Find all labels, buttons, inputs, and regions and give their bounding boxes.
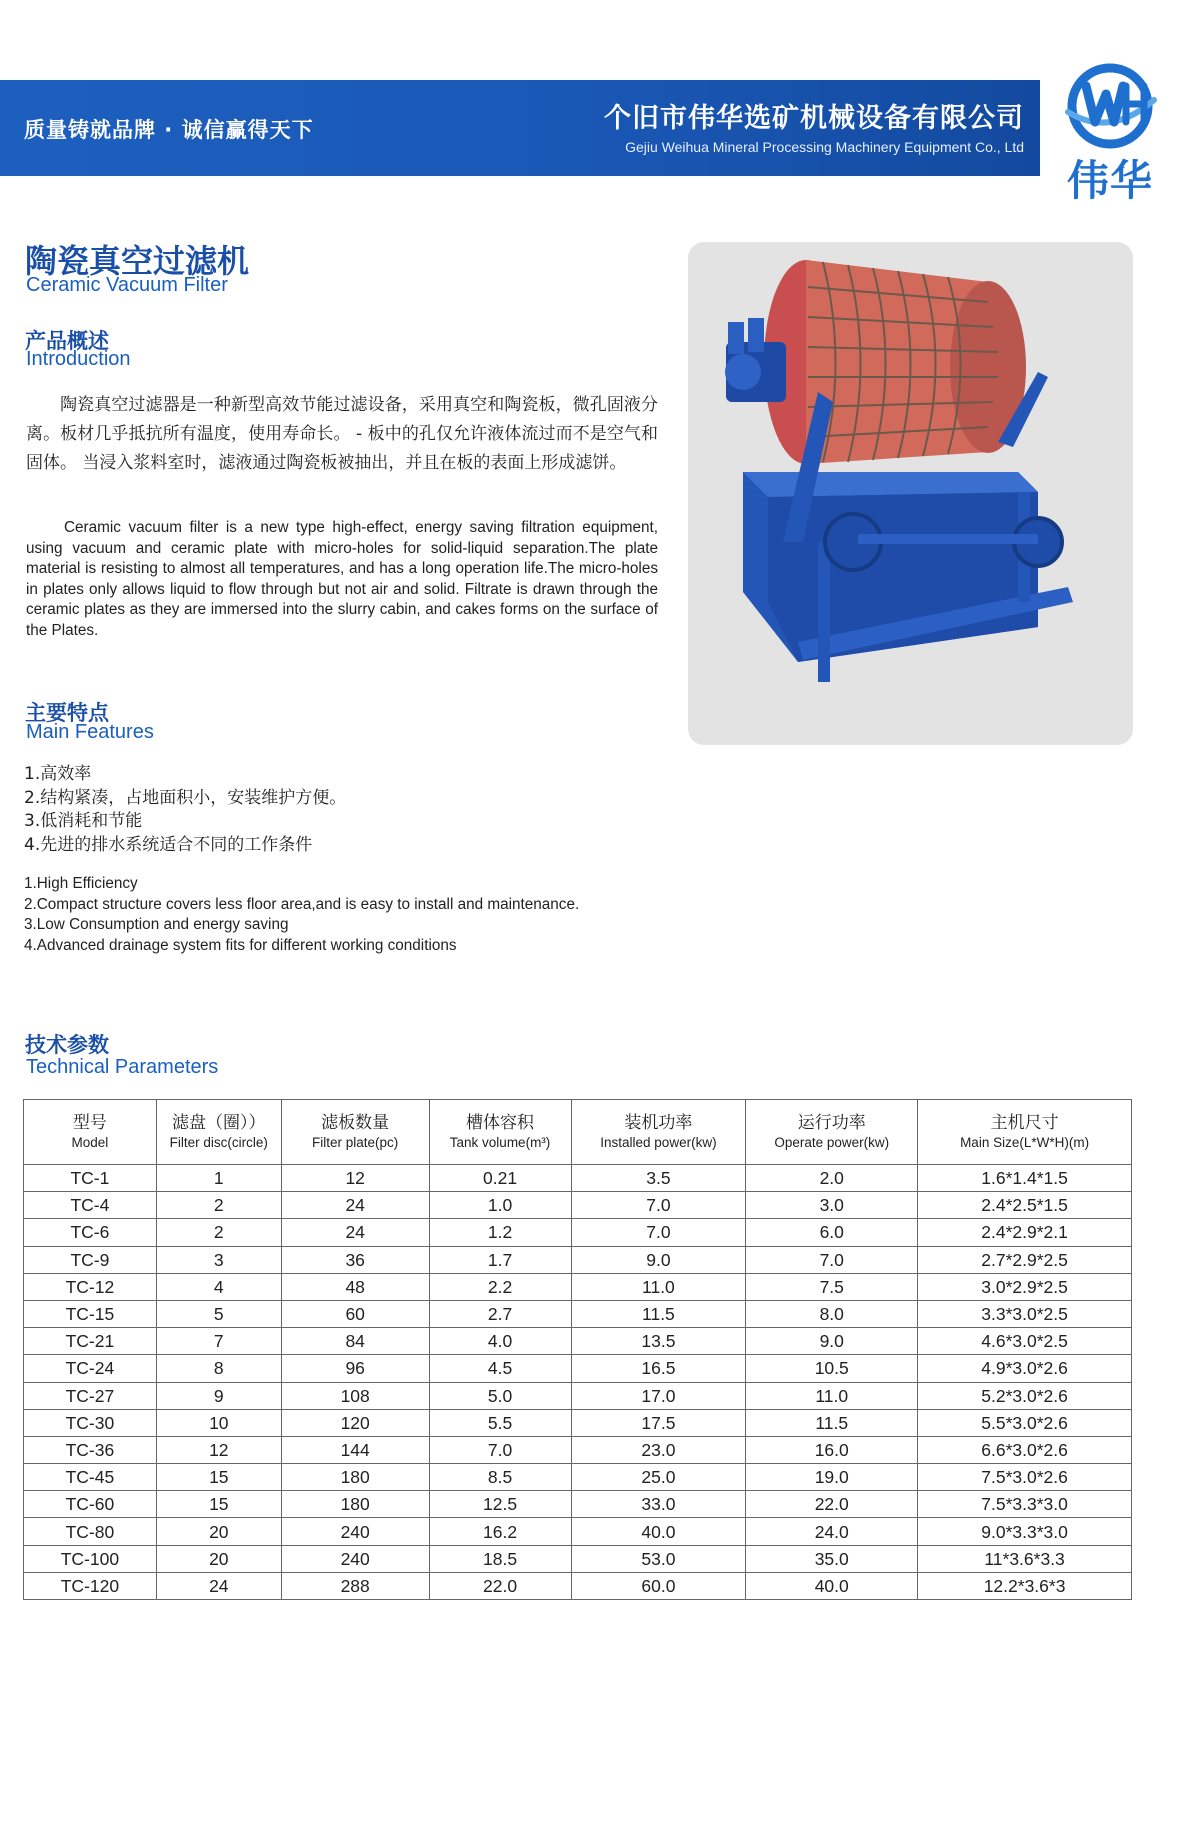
- table-cell: 2.7*2.9*2.5: [918, 1246, 1132, 1273]
- table-cell: 3.0: [746, 1192, 918, 1219]
- table-cell: 240: [281, 1545, 429, 1572]
- table-cell: 23.0: [571, 1436, 746, 1463]
- table-cell: 9.0: [746, 1328, 918, 1355]
- table-cell: 8: [156, 1355, 281, 1382]
- table-cell: TC-4: [24, 1192, 157, 1219]
- table-cell: 9.0: [571, 1246, 746, 1273]
- table-cell: TC-60: [24, 1491, 157, 1518]
- table-cell: 16.5: [571, 1355, 746, 1382]
- intro-text-en: [26, 518, 658, 641]
- table-cell: 35.0: [746, 1545, 918, 1572]
- technical-parameters-table: [23, 1099, 1132, 1600]
- table-row: [24, 1355, 1132, 1382]
- table-cell: 15: [156, 1464, 281, 1491]
- table-cell: 7.0: [429, 1436, 571, 1463]
- product-image-frame: [688, 242, 1133, 745]
- table-cell: 4.6*3.0*2.5: [918, 1328, 1132, 1355]
- table-cell: 17.0: [571, 1382, 746, 1409]
- table-cell: 3.0*2.9*2.5: [918, 1273, 1132, 1300]
- slogan: 质量铸就品牌 · 诚信赢得天下: [24, 118, 314, 142]
- table-cell: 4.9*3.0*2.6: [918, 1355, 1132, 1382]
- table-cell: 1.0: [429, 1192, 571, 1219]
- features-heading-en: Main Features: [26, 721, 154, 743]
- table-cell: 11*3.6*3.3: [918, 1545, 1132, 1572]
- table-cell: 4.5: [429, 1355, 571, 1382]
- table-cell: 12.2*3.6*3: [918, 1572, 1132, 1599]
- table-cell: 1.2: [429, 1219, 571, 1246]
- table-row: [24, 1382, 1132, 1409]
- table-cell: 12: [281, 1165, 429, 1192]
- table-cell: TC-36: [24, 1436, 157, 1463]
- table-row: [24, 1273, 1132, 1300]
- intro-text-cn: [26, 391, 658, 478]
- table-cell: 3.5: [571, 1165, 746, 1192]
- column-header-filter-disc: 滤盘（圈）） Filter disc(circle): [156, 1100, 281, 1165]
- column-header-operate-power: 运行功率 Operate power(kw): [746, 1100, 918, 1165]
- company-name-en: Gejiu Weihua Mineral Processing Machinery Equipment Co., Ltd: [625, 139, 1024, 155]
- table-cell: 11.0: [571, 1273, 746, 1300]
- params-heading-cn: 技术参数: [25, 1033, 109, 1057]
- table-cell: 288: [281, 1572, 429, 1599]
- table-cell: 2.4*2.9*2.1: [918, 1219, 1132, 1246]
- product-title-en: Ceramic Vacuum Filter: [26, 274, 228, 296]
- table-cell: 40.0: [746, 1572, 918, 1599]
- table-cell: 9.0*3.3*3.0: [918, 1518, 1132, 1545]
- company-name-cn: 个旧市伟华选矿机械设备有限公司: [604, 103, 1024, 134]
- table-cell: 17.5: [571, 1409, 746, 1436]
- table-cell: TC-9: [24, 1246, 157, 1273]
- table-row: [24, 1219, 1132, 1246]
- table-cell: 2.0: [746, 1165, 918, 1192]
- features-list-cn: [24, 763, 346, 857]
- table-cell: 2.7: [429, 1300, 571, 1327]
- table-cell: 84: [281, 1328, 429, 1355]
- table-cell: 3: [156, 1246, 281, 1273]
- table-cell: 5.5: [429, 1409, 571, 1436]
- table-cell: TC-6: [24, 1219, 157, 1246]
- table-cell: 96: [281, 1355, 429, 1382]
- table-cell: 5.2*3.0*2.6: [918, 1382, 1132, 1409]
- table-cell: 1.7: [429, 1246, 571, 1273]
- table-cell: 240: [281, 1518, 429, 1545]
- table-cell: 20: [156, 1545, 281, 1572]
- table-cell: 11.0: [746, 1382, 918, 1409]
- table-row: [24, 1409, 1132, 1436]
- wh-logo-icon: [1060, 60, 1160, 160]
- table-cell: 7.5: [746, 1273, 918, 1300]
- table-cell: 12.5: [429, 1491, 571, 1518]
- table-cell: 5: [156, 1300, 281, 1327]
- table-row: [24, 1436, 1132, 1463]
- product-title-cn: 陶瓷真空过滤机: [25, 242, 250, 280]
- table-row: [24, 1491, 1132, 1518]
- table-cell: 4.0: [429, 1328, 571, 1355]
- table-row: [24, 1246, 1132, 1273]
- table-cell: 24.0: [746, 1518, 918, 1545]
- table-cell: TC-100: [24, 1545, 157, 1572]
- table-cell: 8.0: [746, 1300, 918, 1327]
- features-list-en: [24, 874, 579, 956]
- table-cell: TC-120: [24, 1572, 157, 1599]
- intro-heading-en: Introduction: [26, 348, 131, 370]
- table-cell: 24: [156, 1572, 281, 1599]
- table-cell: 33.0: [571, 1491, 746, 1518]
- table-cell: 9: [156, 1382, 281, 1409]
- table-cell: 6.6*3.0*2.6: [918, 1436, 1132, 1463]
- table-cell: 7.5*3.0*2.6: [918, 1464, 1132, 1491]
- table-cell: 48: [281, 1273, 429, 1300]
- table-row: [24, 1300, 1132, 1327]
- table-cell: 12: [156, 1436, 281, 1463]
- table-cell: 7.5*3.3*3.0: [918, 1491, 1132, 1518]
- table-cell: 120: [281, 1409, 429, 1436]
- table-cell: 53.0: [571, 1545, 746, 1572]
- table-cell: 0.21: [429, 1165, 571, 1192]
- table-cell: 1: [156, 1165, 281, 1192]
- table-cell: 36: [281, 1246, 429, 1273]
- table-cell: 4: [156, 1273, 281, 1300]
- table-cell: 18.5: [429, 1545, 571, 1572]
- ceramic-vacuum-filter-machine-icon: [688, 242, 1133, 745]
- list-item: 4.先进的排水系统适合不同的工作条件: [24, 834, 313, 855]
- intro-text-cn-body: 陶瓷真空过滤器是一种新型高效节能过滤设备，采用真空和陶瓷板，微孔固液分离。板材几乎抵抗所有温度，使用寿命长。 - 板中的孔仅允许液体流过而不是空气和固体。 当浸入浆料室时，滤液通过陶瓷板被抽出，并且在板的表面上形成滤饼。: [26, 395, 658, 473]
- intro-heading-cn: 产品概述: [25, 329, 109, 353]
- table-cell: 11.5: [571, 1300, 746, 1327]
- table-row: [24, 1464, 1132, 1491]
- list-item: 3.低消耗和节能: [24, 811, 143, 831]
- table-cell: 2: [156, 1219, 281, 1246]
- table-cell: 180: [281, 1491, 429, 1518]
- list-item: 4.Advanced drainage system fits for different working conditions: [24, 936, 457, 954]
- table-cell: 7: [156, 1328, 281, 1355]
- table-cell: 7.0: [571, 1219, 746, 1246]
- table-cell: 16.2: [429, 1518, 571, 1545]
- table-cell: 60.0: [571, 1572, 746, 1599]
- table-cell: 22.0: [746, 1491, 918, 1518]
- table-row: [24, 1328, 1132, 1355]
- table-cell: 180: [281, 1464, 429, 1491]
- table-cell: 7.0: [746, 1246, 918, 1273]
- table-cell: TC-80: [24, 1518, 157, 1545]
- table-cell: 10: [156, 1409, 281, 1436]
- table-cell: 144: [281, 1436, 429, 1463]
- table-cell: 8.5: [429, 1464, 571, 1491]
- table-row: [24, 1192, 1132, 1219]
- features-heading-cn: 主要特点: [25, 701, 109, 725]
- column-header-filter-plate: 滤板数量 Filter plate(pc): [281, 1100, 429, 1165]
- table-cell: 3.3*3.0*2.5: [918, 1300, 1132, 1327]
- table-cell: TC-30: [24, 1409, 157, 1436]
- table-cell: 40.0: [571, 1518, 746, 1545]
- list-item: 2.Compact structure covers less floor area,and is easy to install and maintenance.: [24, 895, 580, 913]
- table-cell: 15: [156, 1491, 281, 1518]
- column-header-main-size: 主机尺寸 Main Size(L*W*H)(m): [918, 1100, 1132, 1165]
- table-row: [24, 1545, 1132, 1572]
- list-item: 1.High Efficiency: [24, 875, 138, 892]
- table-cell: 2: [156, 1192, 281, 1219]
- column-header-model: 型号 Model: [24, 1100, 157, 1165]
- table-cell: 25.0: [571, 1464, 746, 1491]
- table-cell: TC-1: [24, 1165, 157, 1192]
- table-cell: TC-15: [24, 1300, 157, 1327]
- intro-text-en-body: Ceramic vacuum filter is a new type high-effect, energy saving filtration equipment, using vacuum and ceramic plate with micro-holes for solid-liquid separation.The plate material is resisting to almost all temperatures, and has a long operation life.The micro-holes in plates only allows liquid to flow through but not air and solid. Filtrate is drawn through the ceramic plates as they are immersed into the slurry cabin, and cakes forms on the surface of the Plates.: [26, 519, 658, 639]
- table-cell: 16.0: [746, 1436, 918, 1463]
- table-cell: 108: [281, 1382, 429, 1409]
- table-cell: 60: [281, 1300, 429, 1327]
- table-cell: 5.5*3.0*2.6: [918, 1409, 1132, 1436]
- table-cell: TC-21: [24, 1328, 157, 1355]
- table-cell: 19.0: [746, 1464, 918, 1491]
- table-header-row: [24, 1100, 1132, 1165]
- params-heading-en: Technical Parameters: [26, 1056, 219, 1078]
- table-cell: 24: [281, 1192, 429, 1219]
- table-body: [24, 1165, 1132, 1600]
- table-row: [24, 1165, 1132, 1192]
- table-cell: TC-45: [24, 1464, 157, 1491]
- list-item: 3.Low Consumption and energy saving: [24, 916, 289, 933]
- list-item: 1.高效率: [24, 764, 92, 784]
- table-cell: 6.0: [746, 1219, 918, 1246]
- table-cell: 20: [156, 1518, 281, 1545]
- table-row: [24, 1572, 1132, 1599]
- table-cell: 10.5: [746, 1355, 918, 1382]
- table-cell: 22.0: [429, 1572, 571, 1599]
- list-item: 2.结构紧凑，占地面积小，安装维护方便。: [24, 787, 347, 808]
- table-row: [24, 1518, 1132, 1545]
- logo-text: 伟华: [1066, 156, 1153, 205]
- table-cell: 5.0: [429, 1382, 571, 1409]
- column-header-installed-power: 装机功率 Installed power(kw): [571, 1100, 746, 1165]
- column-header-tank-volume: 槽体容积 Tank volume(m³): [429, 1100, 571, 1165]
- table-cell: 13.5: [571, 1328, 746, 1355]
- table-cell: 1.6*1.4*1.5: [918, 1165, 1132, 1192]
- table-cell: TC-24: [24, 1355, 157, 1382]
- table-cell: TC-27: [24, 1382, 157, 1409]
- table-cell: 7.0: [571, 1192, 746, 1219]
- table-cell: 11.5: [746, 1409, 918, 1436]
- table-cell: 2.4*2.5*1.5: [918, 1192, 1132, 1219]
- table-cell: 24: [281, 1219, 429, 1246]
- table-cell: 2.2: [429, 1273, 571, 1300]
- table-cell: TC-12: [24, 1273, 157, 1300]
